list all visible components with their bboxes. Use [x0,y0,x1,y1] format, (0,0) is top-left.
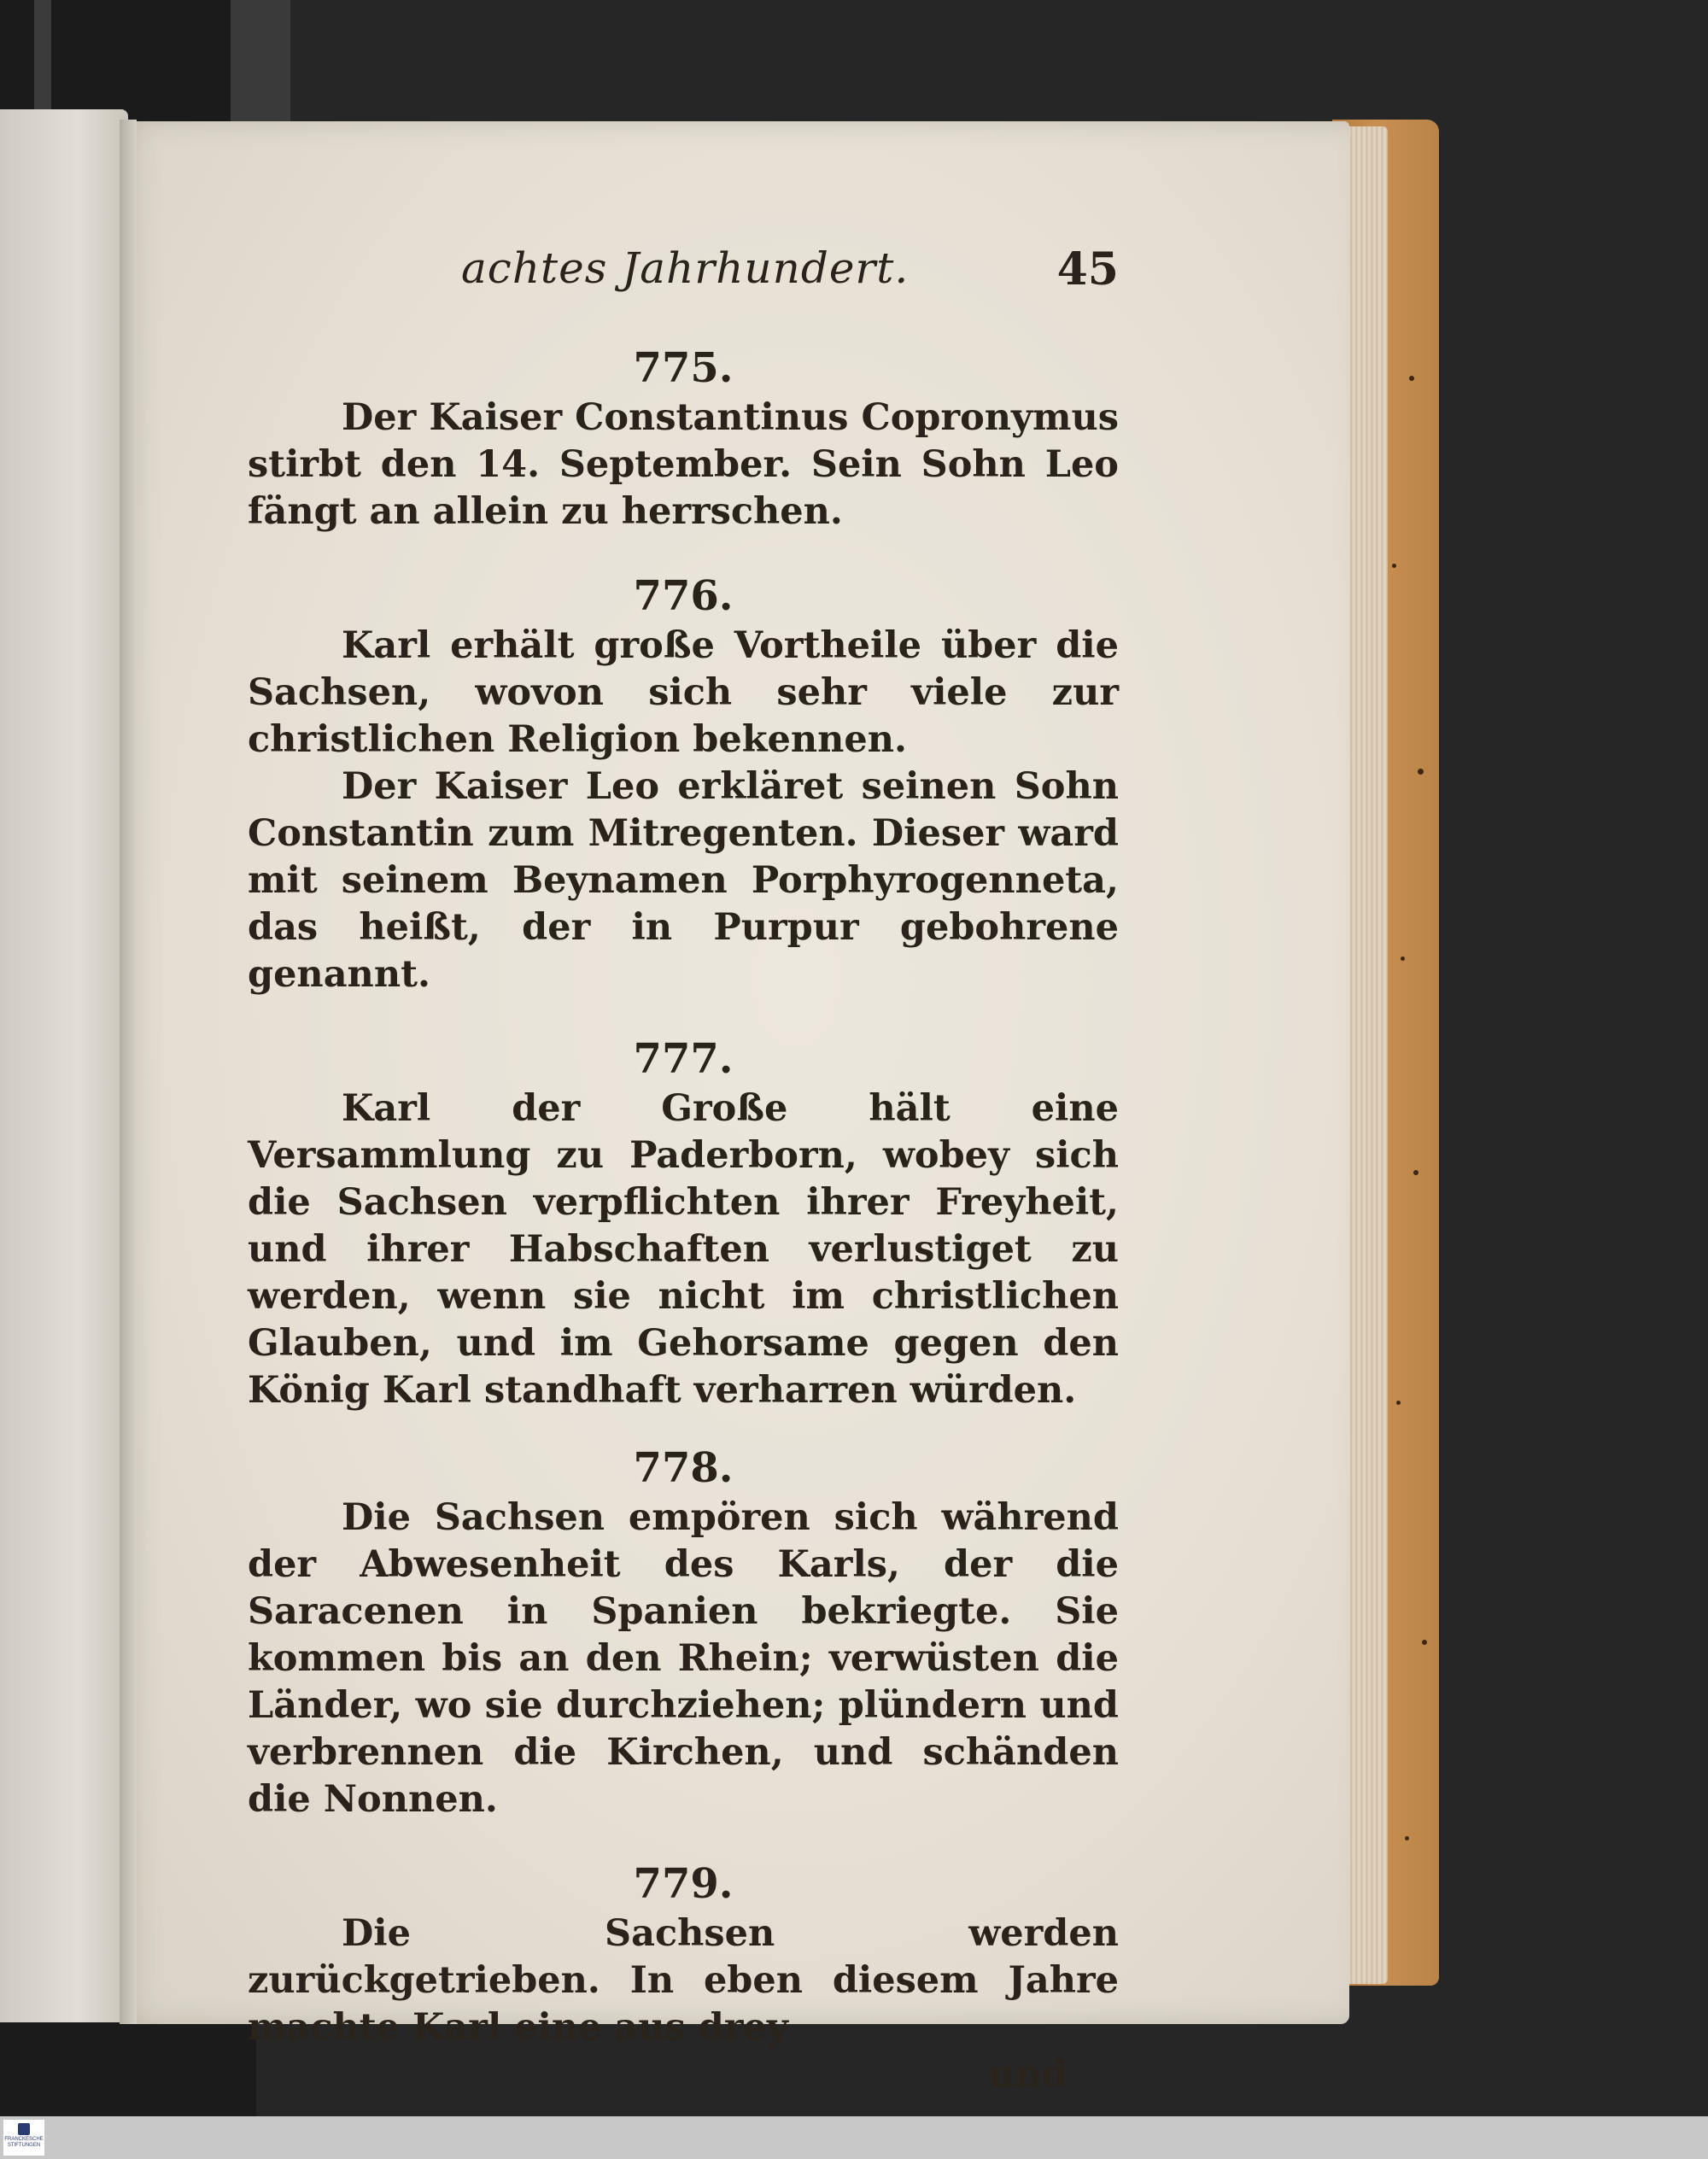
running-head: achtes Jahrhundert. [461,243,910,293]
background-object [231,0,290,128]
entry-776 [248,570,1119,998]
page-header [248,243,1119,303]
year-heading: 775. [633,344,734,392]
entry-779 [248,1858,1119,2051]
paragraph: Der Kaiser Constantinus Copronymus stirbt den 14. September. Sein Sohn Leo fängt an allein zu herrschen. [248,396,1119,533]
logo-icon [18,2123,30,2135]
year-heading: 778. [633,1444,734,1492]
year-heading: 779. [633,1860,734,1908]
paragraph: Der Kaiser Leo erkläret seinen Sohn Constantin zum Mitregenten. Dieser ward mit seinem Beynamen Porphyrogenneta, das heißt, der in Purpur gebohrene genannt. [248,765,1119,996]
entry-777 [248,1033,1119,1414]
paragraph: Karl erhält große Vortheile über die Sachsen, wovon sich sehr viele zur christlichen Religion bekennen. [248,624,1119,761]
paragraph: Die Sachsen empören sich während der Abwesenheit des Karls, der die Saracenen in Spanien bekriegte. Sie kommen bis an den Rhein; verwüsten die Länder, wo sie durchziehen; plündern und verbrennen die Kirchen, und schänden die Nonnen. [248,1496,1119,1821]
catchword: und [988,2053,1068,2096]
year-heading: 776. [633,572,734,620]
institution-logo[interactable] [3,2120,44,2156]
left-page [0,109,128,2022]
entry-778 [248,1442,1119,1823]
gutter-shadow [120,120,137,2024]
logo-text: FRANCKESCHE STIFTUNGEN [4,2137,44,2148]
text-column [248,342,1119,2098]
paragraph: Die Sachsen werden zurückgetrieben. In eben diesem Jahre machte Karl eine aus drey [248,1912,1119,2049]
year-heading: 777. [633,1035,734,1083]
viewer-footer [0,2116,1708,2159]
paragraph: Karl der Große hält eine Versammlung zu Paderborn, wobey sich die Sachsen verpflichten ihrer Freyheit, und ihrer Habschaften verlustiget zu werden, wenn sie nicht im christlichen Glauben, und im Gehorsame gegen den König Karl standhaft verharren würden. [248,1087,1119,1412]
page-number: 45 [1056,243,1119,295]
entry-775 [248,342,1119,535]
